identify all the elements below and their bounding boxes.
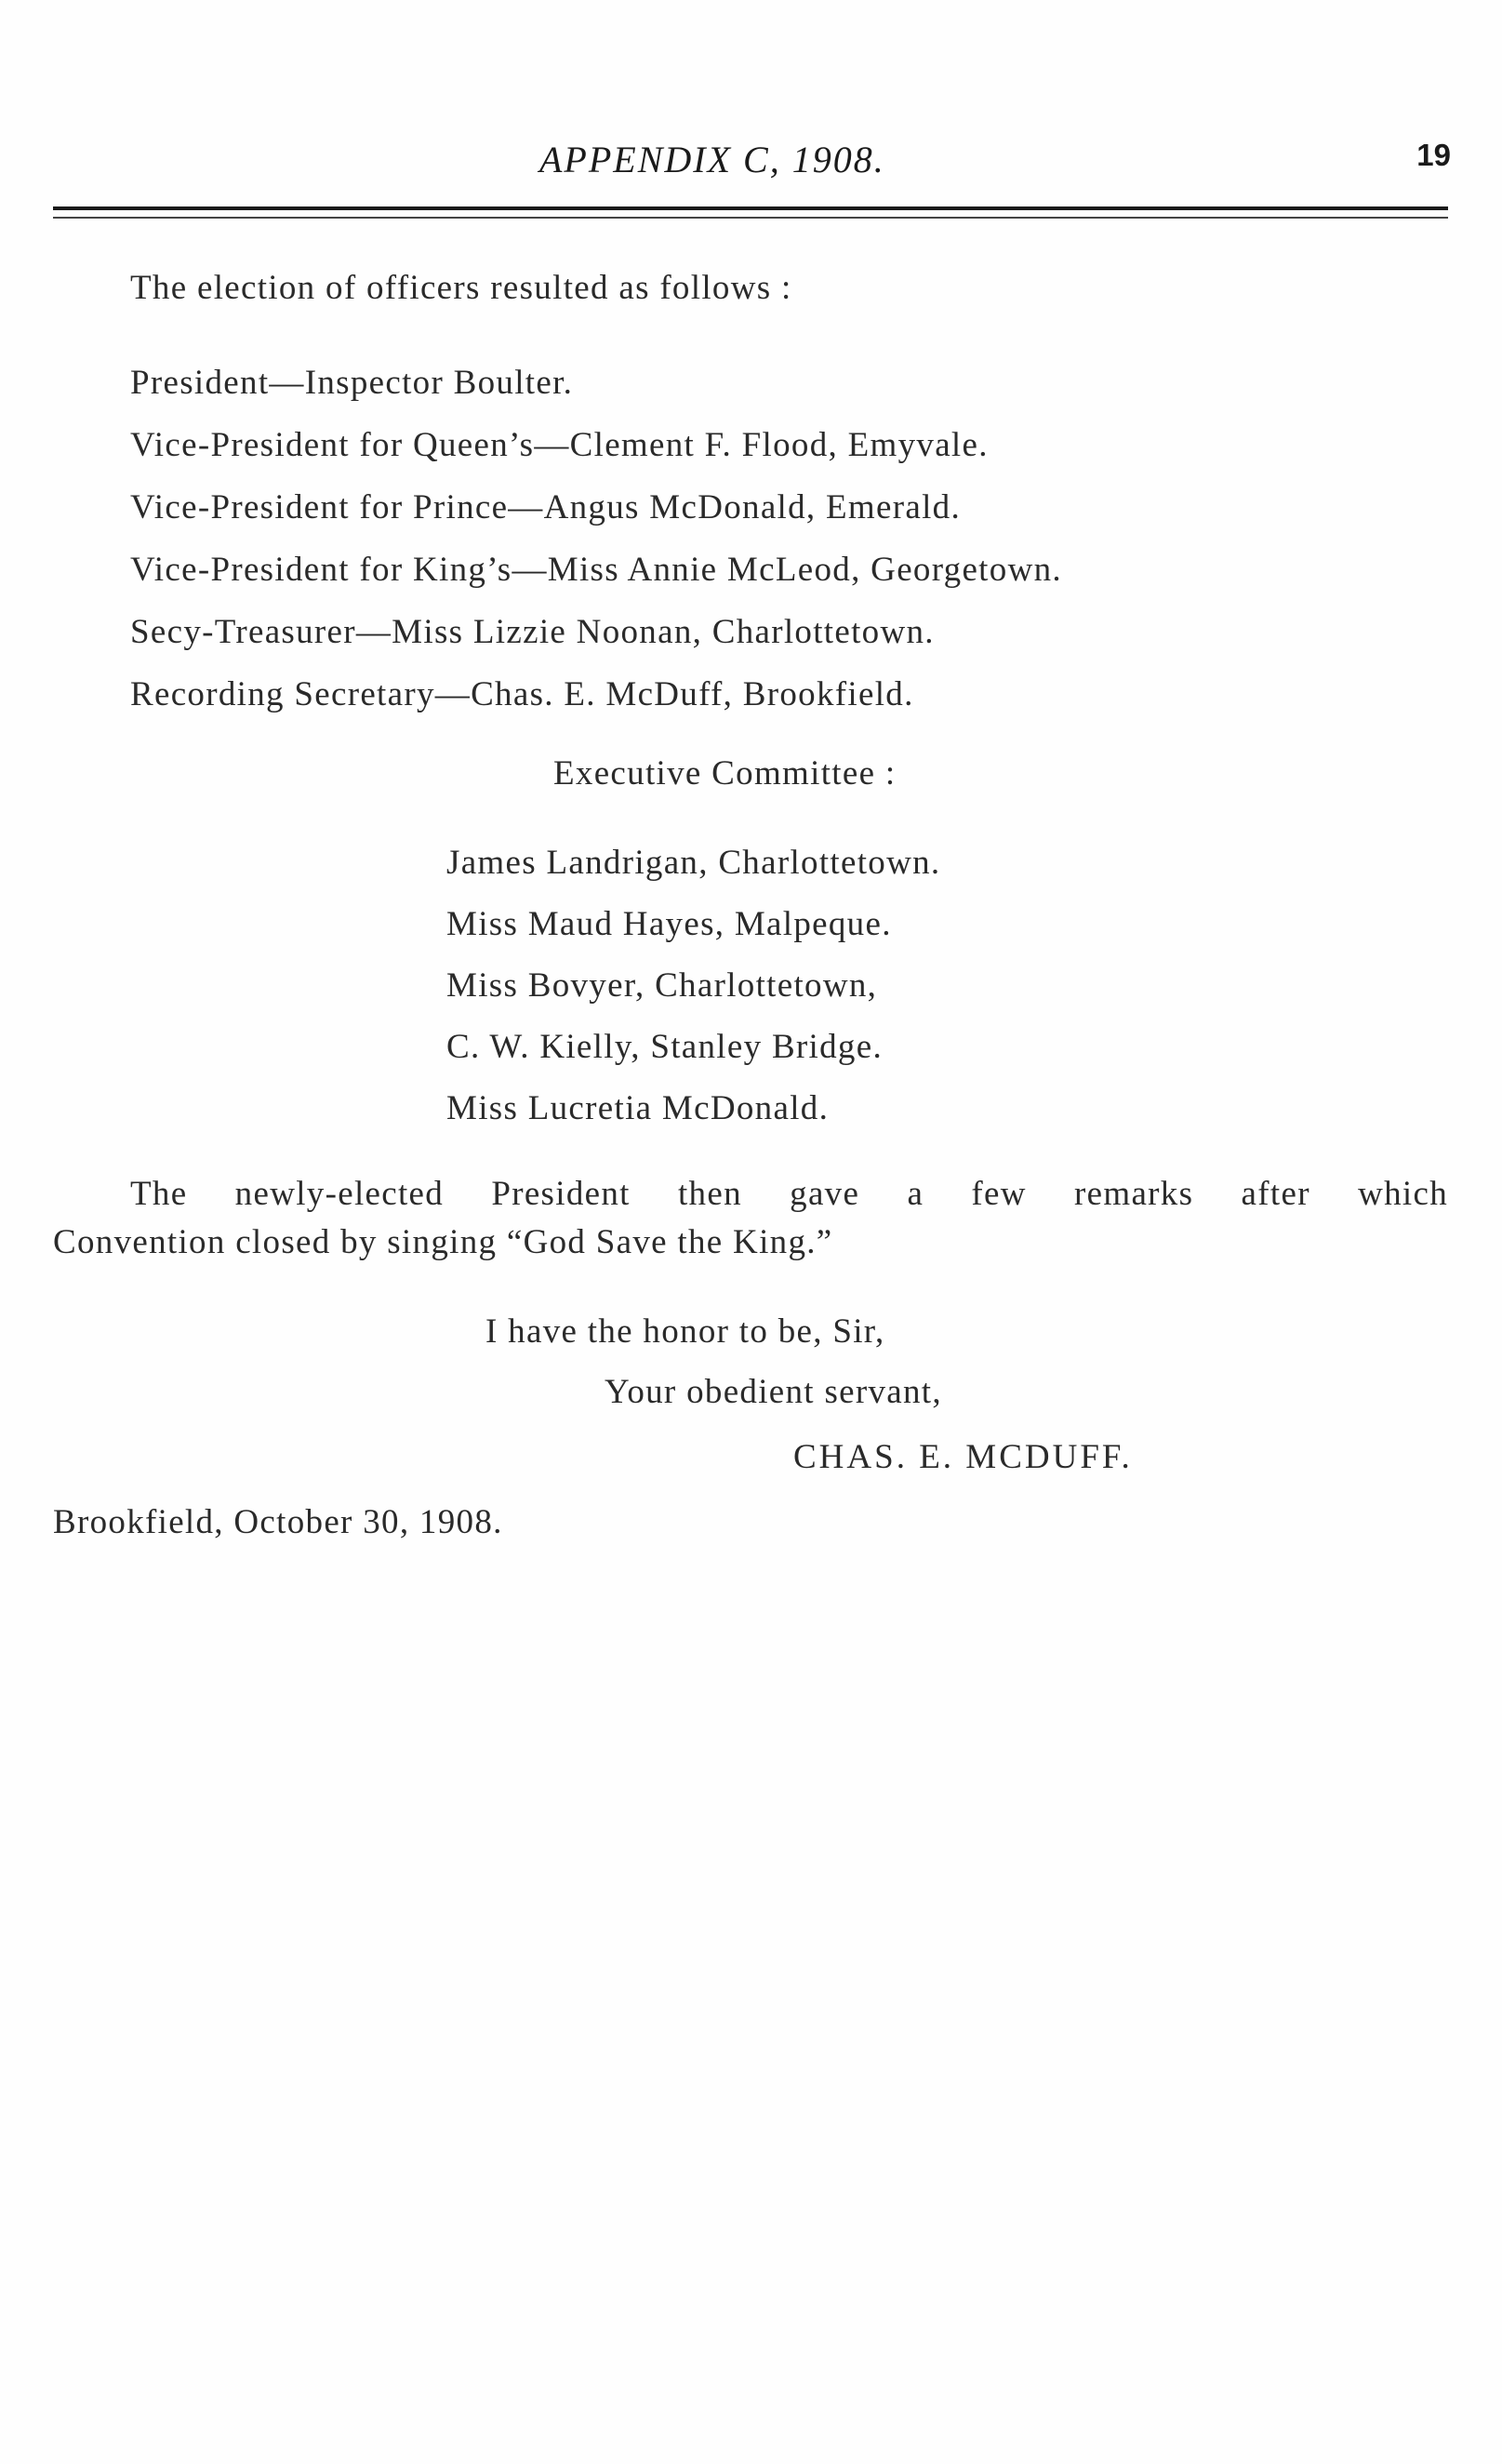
committee-member: C. W. Kielly, Stanley Bridge. — [446, 1028, 883, 1066]
header-rule-thick — [53, 206, 1448, 210]
signature: CHAS. E. MCDUFF. — [793, 1438, 1133, 1476]
officers-list — [130, 352, 1062, 726]
executive-committee-heading: Executive Committee : — [553, 754, 897, 792]
signoff-salutation: I have the honor to be, Sir, — [485, 1312, 885, 1351]
officer-line: Vice-President for King’s—Miss Annie McLeod, Georgetown. — [130, 551, 1062, 589]
closing-line-1: The newly-elected President then gave a few remarks after which — [130, 1175, 1448, 1213]
signoff-closing: Your obedient servant, — [605, 1373, 942, 1411]
officer-line: Secy-Treasurer—Miss Lizzie Noonan, Charlottetown. — [130, 613, 935, 651]
officer-line: President—Inspector Boulter. — [130, 364, 574, 402]
committee-list — [446, 832, 940, 1139]
committee-member: James Landrigan, Charlottetown. — [446, 844, 941, 882]
closing-paragraph — [53, 1170, 1448, 1267]
closing-line-2: Convention closed by singing “God Save the King.” — [53, 1223, 833, 1261]
header-rule-thin — [53, 217, 1448, 219]
officer-line: Vice-President for Prince—Angus McDonald, Emerald. — [130, 488, 962, 526]
running-head — [0, 138, 1502, 193]
page-number: 19 — [1416, 138, 1451, 172]
dateline: Brookfield, October 30, 1908. — [53, 1503, 503, 1541]
intro-paragraph: The election of officers resulted as follows : — [130, 269, 792, 307]
officer-line: Recording Secretary—Chas. E. McDuff, Brookfield. — [130, 675, 914, 713]
committee-member: Miss Maud Hayes, Malpeque. — [446, 905, 892, 943]
officer-line: Vice-President for Queen’s—Clement F. Flood, Emyvale. — [130, 426, 989, 464]
running-title: APPENDIX C, 1908. — [539, 139, 885, 180]
committee-member: Miss Lucretia McDonald. — [446, 1089, 830, 1127]
committee-member: Miss Bovyer, Charlottetown, — [446, 966, 878, 1005]
